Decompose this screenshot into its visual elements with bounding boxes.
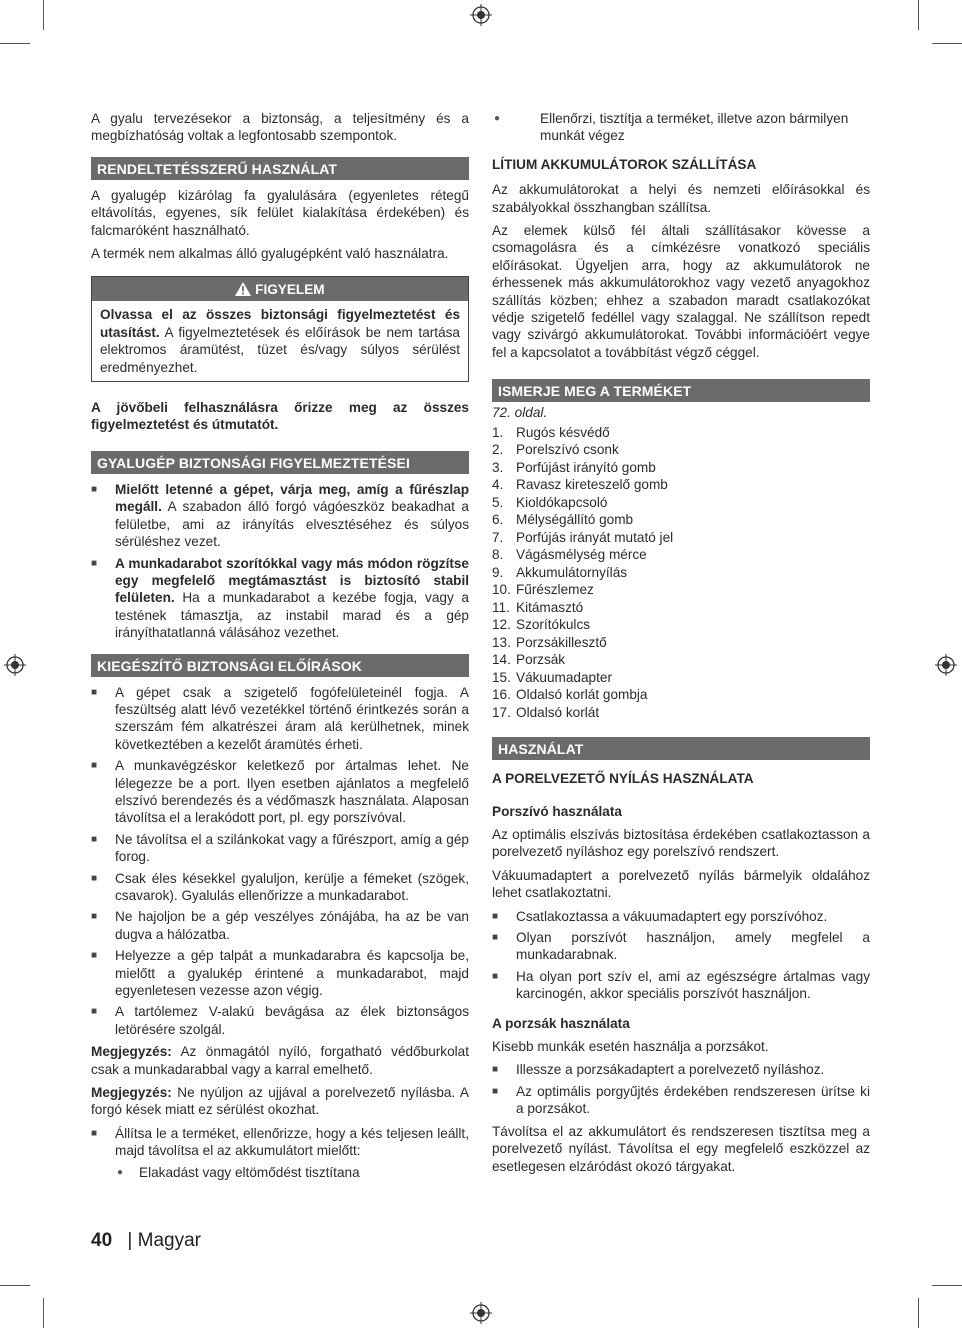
list-item: ■ Csak éles késekkel gyaluljon, kerülje a fémeket (szögek, csavarok). Gyalulás ellenőrizze a munkadarabot.	[91, 870, 469, 905]
list-item: ■ A gépet csak a szigetelő fogófelületeinél fogja. A feszültség alatt lévő vezetékkel történő érintkezés során a szerszám fém alkatrészei áram alá kerülhetnek, minek következtében a kezelőt áramütés érheti.	[91, 684, 469, 754]
part-label: Fűrészlemez	[516, 582, 594, 598]
footer-language: | Magyar	[127, 1230, 201, 1251]
part-label: Rugós késvédő	[516, 424, 610, 440]
list-item: ■ Olyan porszívót használjon, amely megfelel a munkadarabnak.	[492, 929, 870, 964]
crop-mark	[932, 43, 962, 44]
part-label: Porzsák	[516, 652, 566, 668]
part-item	[492, 634, 870, 652]
section-header-intended-use: RENDELTETÉSSZERŰ HASZNÁLAT	[91, 157, 469, 180]
list-item: ■ Ne távolítsa el a szilánkokat vagy a fűrészport, amíg a gép forog.	[91, 831, 469, 866]
vacuum-paragraph: Az optimális elszívás biztosítása érdekében csatlakoztasson a porelvezető nyíláshoz egy porelszívó rendszert.	[492, 827, 870, 860]
part-number: 4.	[492, 477, 504, 493]
warning-title: FIGYELEM	[255, 282, 325, 298]
list-item: ■ Csatlakoztassa a vákuumadaptert egy porszívóhoz.	[492, 908, 870, 925]
warning-header	[92, 277, 468, 301]
part-number: 11.	[492, 599, 510, 615]
part-number: 1.	[492, 424, 504, 440]
part-label: Ravasz kireteszelő gomb	[516, 477, 668, 493]
part-number: 13.	[492, 634, 511, 650]
part-number: 2.	[492, 442, 504, 458]
part-number: 10.	[492, 582, 511, 598]
sub-list-item: ● Ellenőrzi, tisztítja a terméket, illetve azon bármilyen munkát végez	[492, 110, 870, 145]
part-number: 14.	[492, 652, 511, 668]
lithium-transport-title: LÍTIUM AKKUMULÁTOROK SZÁLLÍTÁSA	[492, 156, 757, 172]
lithium-paragraph: Az akkumulátorokat a helyi és nemzeti előírásokkal és szabályokkal összhangban szállítsa.	[492, 182, 870, 215]
list-item	[91, 481, 469, 551]
keep-instructions-note: A jövőbeli felhasználásra őrizze meg az összes figyelmeztetést és útmutatót.	[91, 400, 469, 433]
part-item	[492, 599, 870, 617]
additional-safety-list	[91, 684, 469, 1039]
right-column	[492, 110, 870, 1181]
part-label: Porelszívó csonk	[516, 442, 619, 458]
part-item	[492, 651, 870, 669]
part-number: 12.	[492, 617, 511, 633]
dust-bag-list	[492, 1061, 870, 1117]
section-header-additional-safety: KIEGÉSZÍTŐ BIZTONSÁGI ELŐÍRÁSOK	[91, 654, 469, 677]
note-text: Az önmagától nyíló, forgatható védőburkolat csak a munkadarabbal vagy a karral emelhető.	[91, 1044, 469, 1077]
page-reference: 72. oldal.	[492, 405, 548, 421]
registration-mark-icon	[4, 654, 26, 676]
sub-list	[115, 1164, 469, 1181]
part-number: 8.	[492, 547, 504, 563]
part-item	[492, 686, 870, 704]
part-label: Kitámasztó	[516, 599, 584, 615]
note-paragraph	[91, 1084, 469, 1119]
part-label: Porfújás irányát mutató jel	[516, 529, 674, 545]
crop-mark	[43, 1298, 44, 1328]
note-paragraph	[91, 1043, 469, 1078]
list-item: ■ Helyezze a gép talpát a munkadarabra és kapcsolja be, mielőtt a gyalukép érintené a munkadarabot, majd egyenletesen vezesse azon végig.	[91, 947, 469, 999]
part-number: 17.	[492, 704, 511, 720]
dust-port-title: A PORELVEZETŐ NYÍLÁS HASZNÁLATA	[492, 771, 754, 787]
section-header-usage: HASZNÁLAT	[492, 737, 870, 760]
vacuum-title: Porszívó használata	[492, 803, 622, 819]
part-label: Porfújást irányító gomb	[516, 459, 656, 475]
warning-triangle-icon	[235, 282, 251, 296]
part-item	[492, 529, 870, 547]
part-number: 6.	[492, 512, 504, 528]
part-item	[492, 476, 870, 494]
parts-list	[492, 424, 870, 722]
list-item: ■ A tartólemez V-alakú bevágása az élek biztonságos letörésére szolgál.	[91, 1003, 469, 1038]
intro-paragraph: A gyalu tervezésekor a biztonság, a teljesítmény és a megbízhatóság voltak a legfontosabb szempontok.	[91, 111, 469, 144]
part-number: 5.	[492, 494, 504, 510]
part-item	[492, 441, 870, 459]
dust-bag-paragraph: Kisebb munkák esetén használja a porzsákot.	[492, 1039, 769, 1055]
part-number: 7.	[492, 529, 504, 545]
lithium-paragraph: Az elemek külső fél általi szállításakor kövesse a csomagolásra és a címkézésre vonatkozó speciális előírásokat. Ügyeljen arra, hogy az akkumulátorok ne érhessenek más akkumulátorokhoz vagy vezető anyagokhoz szállítás közben; ehhez a szabadon maradt csatlakozókat védje szigetelő fedéllel vagy szalaggal. Ne szállítson repedt vagy szivárgó akkumulátorokat. További információért vegye fel a kapcsolatot a továbbítást végző céggel.	[492, 223, 870, 360]
part-item	[492, 564, 870, 582]
crop-mark	[918, 1298, 919, 1328]
sub-list-item: ● Elakadást vagy eltömődést tisztítana	[115, 1164, 469, 1181]
warning-bold-text: Olvassa el az összes biztonsági figyelmeztetést és utasítást.	[100, 307, 460, 340]
registration-mark-icon	[470, 1302, 492, 1324]
list-item-text: Ha a munkadarabot a kezébe fogja, vagy a testének támasztja, az instabil marad és a gép irányíthatatlanná válásához vezethet.	[115, 590, 469, 641]
planer-safety-list	[91, 481, 469, 642]
part-item	[492, 424, 870, 442]
page-footer	[91, 1230, 201, 1252]
part-item	[492, 494, 870, 512]
crop-mark	[918, 0, 919, 30]
crop-mark	[0, 43, 30, 44]
intended-use-paragraph: A termék nem alkalmas álló gyalugépként való használatra.	[91, 246, 449, 262]
part-number: 3.	[492, 459, 504, 475]
vacuum-paragraph: Vákuumadaptert a porelvezető nyílás bármelyik oldalához lehet csatlakoztatni.	[492, 867, 870, 901]
note-label: Megjegyzés:	[91, 1044, 172, 1060]
list-item	[91, 1125, 469, 1181]
part-label: Akkumulátornyílás	[516, 564, 628, 580]
dust-bag-paragraph: Távolítsa el az akkumulátort és rendszeresen tisztítsa meg a porelvezető nyílást. Távolítsa el egy megfelelő eszközzel az esetlegesen elzáródást okozó tárgyakat.	[492, 1123, 870, 1174]
part-number: 16.	[492, 687, 511, 703]
note-label: Megjegyzés:	[91, 1085, 172, 1101]
part-label: Porzsákillesztő	[516, 634, 607, 650]
list-item: ■ A munkavégzéskor keletkező por ártalmas lehet. Ne lélegezze be a port. Ilyen esetben ajánlatos a megfelelő elszívó berendezés és a védőmaszk használata. Alaposan távolítsa el a lerakódott port, pl. egy porszívóval.	[91, 757, 469, 827]
part-label: Szorítókulcs	[516, 617, 591, 633]
crop-mark	[43, 0, 44, 30]
part-label: Oldalsó korlát gombja	[516, 687, 648, 703]
section-header-know-product: ISMERJE MEG A TERMÉKET	[492, 379, 870, 402]
part-label: Vákuumadapter	[516, 669, 612, 685]
warning-body	[92, 301, 468, 381]
part-item	[492, 511, 870, 529]
dust-bag-title: A porzsák használata	[492, 1015, 630, 1031]
list-item	[91, 555, 469, 642]
part-label: Mélységállító gomb	[516, 512, 634, 528]
part-label: Oldalsó korlát	[516, 704, 600, 720]
part-item	[492, 581, 870, 599]
crop-mark	[932, 1285, 962, 1286]
left-column	[91, 110, 469, 1186]
note-text: Ne nyúljon az ujjával a porelvezető nyílásba. A forgó kések miatt ez sérülést okozhat.	[91, 1085, 469, 1118]
part-item	[492, 546, 870, 564]
part-number: 15.	[492, 669, 511, 685]
crop-mark	[0, 1285, 30, 1286]
part-item	[492, 669, 870, 687]
registration-mark-icon	[935, 654, 957, 676]
intended-use-paragraph: A gyalugép kizárólag fa gyalulására (egyenletes rétegű eltávolítás, egyenes, sík felület kialakítása érdekében) és falcmaróként használható.	[91, 187, 469, 238]
list-item: ■ Az optimális porgyűjtés érdekében rendszeresen ürítse ki a porzsákot.	[492, 1083, 870, 1118]
list-item-text: A szabadon álló forgó vágóeszköz beakadhat a felületbe, ami az irányítás elvesztéséhez és súlyos sérüléshez vezet.	[115, 499, 469, 550]
list-item: ■ Ne hajoljon be a gép veszélyes zónájába, ha az be van dugva a hálózatba.	[91, 908, 469, 943]
stop-list	[91, 1125, 469, 1181]
registration-mark-icon	[470, 4, 492, 26]
part-label: Vágásmélység mérce	[516, 547, 647, 563]
list-item: ■ Ha olyan port szív el, ami az egészségre ártalmas vagy karcinogén, akkor speciális porszívót használjon.	[492, 968, 870, 1003]
part-item	[492, 459, 870, 477]
list-item-bold: Mielőtt letenné a gépet, várja meg, amíg a fűrészlap megáll.	[115, 481, 469, 515]
list-item: ■ Illessze a porzsákadaptert a porelvezető nyíláshoz.	[492, 1061, 870, 1078]
sub-list-continued	[492, 110, 870, 145]
list-item-bold: A munkadarabot szorítókkal vagy más módon rögzítse egy megfelelő megtámasztást is biztosító stabil felületen.	[115, 555, 469, 606]
part-number: 9.	[492, 564, 504, 580]
vacuum-list	[492, 908, 870, 1003]
section-header-planer-safety: GYALUGÉP BIZTONSÁGI FIGYELMEZTETÉSEI	[91, 451, 469, 474]
warning-box	[91, 276, 469, 382]
warning-text: A figyelmeztetések és előírások be nem tartása elektromos áramütést, tüzet és/vagy súlyos sérülést eredményezhet.	[100, 324, 460, 375]
part-label: Kioldókapcsoló	[516, 494, 608, 510]
part-item	[492, 616, 870, 634]
page-number: 40	[91, 1230, 113, 1251]
list-item-text: Állítsa le a terméket, ellenőrizze, hogy a kés teljesen leállt, majd távolítsa el az akkumulátort mielőtt:	[115, 1125, 469, 1159]
part-item	[492, 704, 870, 722]
